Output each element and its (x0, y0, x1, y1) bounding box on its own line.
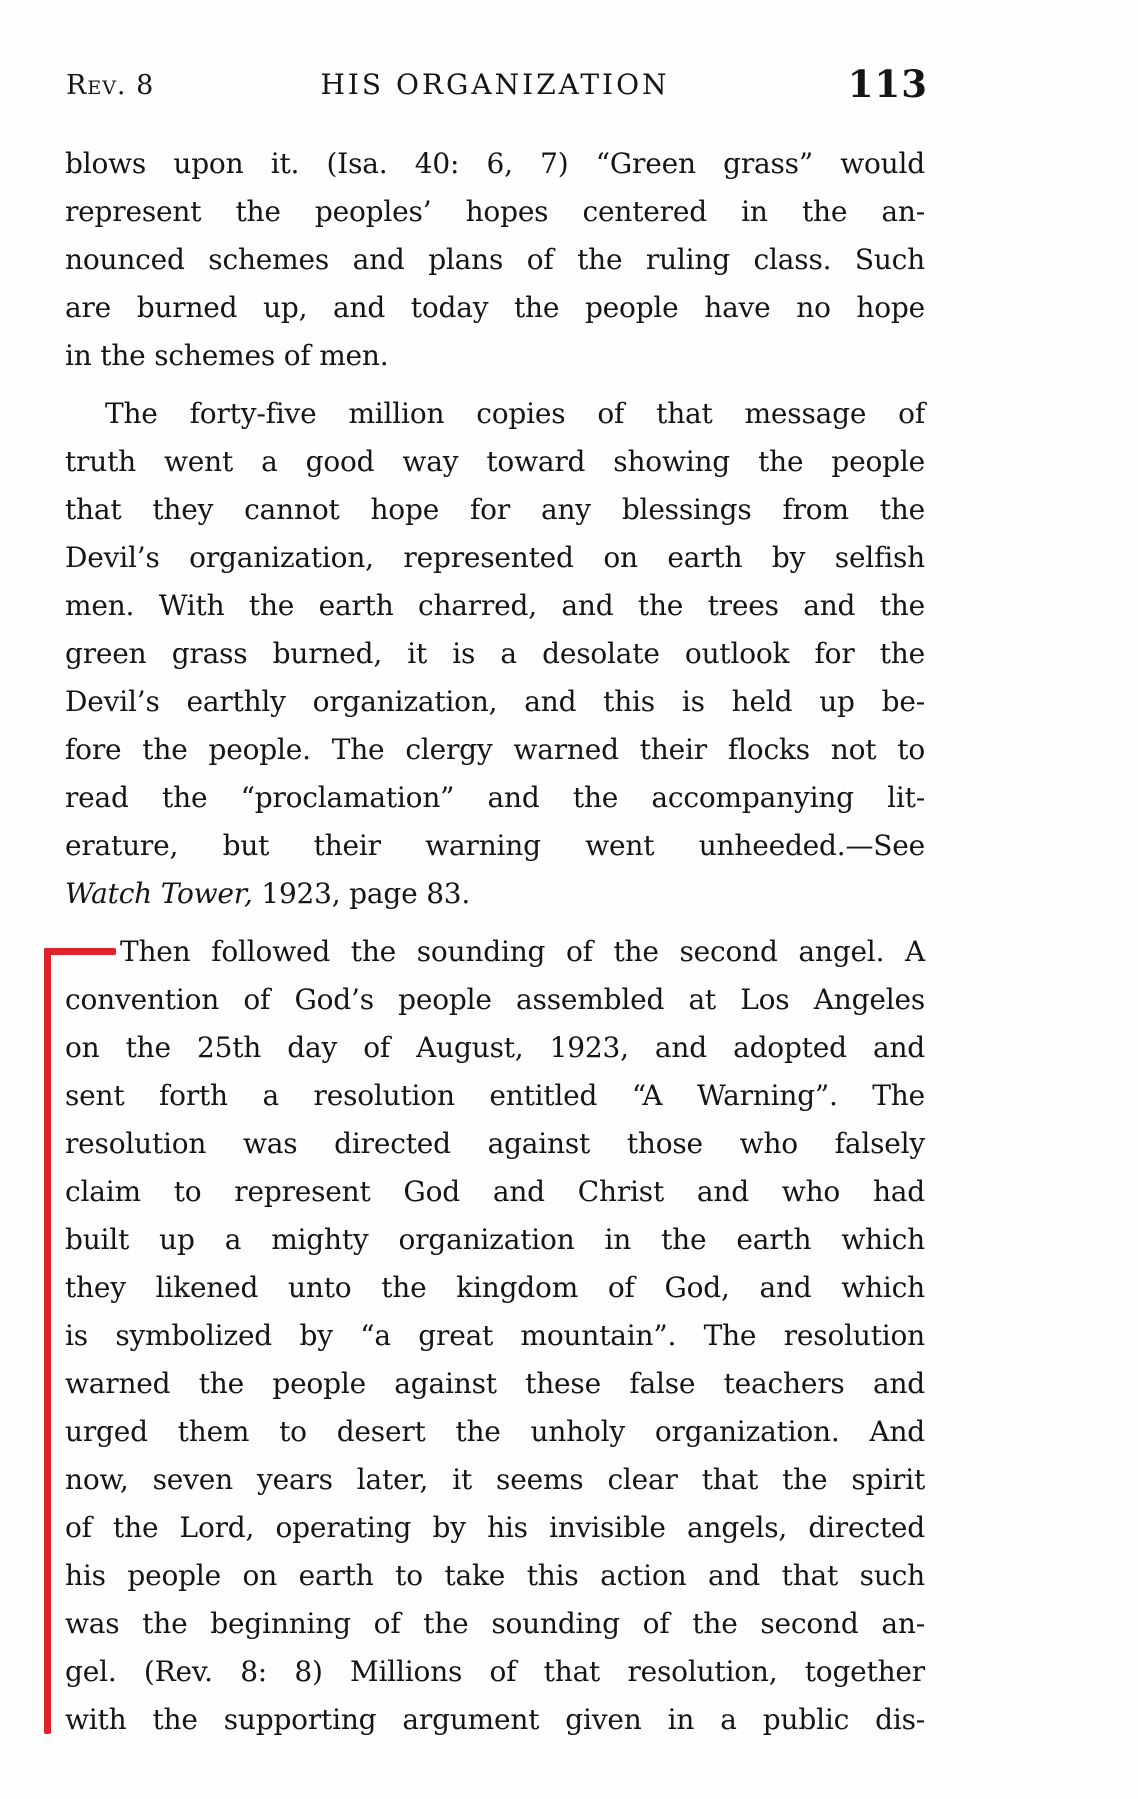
text-segment: gel. (Rev. 8: 8) Millions of that resolution, together (65, 1655, 925, 1688)
text-segment: convention of God’s people assembled at Los Angeles (65, 983, 925, 1016)
text-line (65, 390, 925, 438)
text-segment: truth went a good way toward showing the people (65, 445, 925, 478)
text-segment: blows upon it. (Isa. 40: 6, 7) “Green grass” would (65, 147, 925, 180)
text-segment: with the supporting argument given in a public dis- (65, 1703, 925, 1736)
page-number: 113 (847, 62, 928, 106)
text-segment: resolution was directed against those who falsely (65, 1127, 925, 1160)
text-line (65, 928, 925, 976)
text-line (65, 332, 925, 380)
text-line (65, 1408, 925, 1456)
text-segment: Then followed the sounding of the second angel. A (120, 935, 925, 968)
text-line (65, 1168, 925, 1216)
text-line (65, 534, 925, 582)
running-head-title: HIS ORGANIZATION (320, 68, 670, 101)
text-segment: men. With the earth charred, and the trees and the (65, 589, 925, 622)
text-line (65, 1456, 925, 1504)
text-segment: that they cannot hope for any blessings from the (65, 493, 925, 526)
text-segment: urged them to desert the unholy organization. And (65, 1415, 925, 1448)
text-line (65, 1024, 925, 1072)
text-line (65, 1552, 925, 1600)
text-line (65, 870, 925, 918)
text-line (65, 1600, 925, 1648)
text-line (65, 822, 925, 870)
italic-text: Watch Tower, (65, 877, 253, 910)
text-segment: sent forth a resolution entitled “A Warning”. The (65, 1079, 925, 1112)
text-segment: 1923, page 83. (252, 877, 471, 910)
text-line (65, 1504, 925, 1552)
text-line (65, 976, 925, 1024)
paragraph (65, 928, 925, 1744)
text-segment: claim to represent God and Christ and who had (65, 1175, 925, 1208)
text-line (65, 774, 925, 822)
text-segment: of the Lord, operating by his invisible angels, directed (65, 1511, 925, 1544)
text-segment: read the “proclamation” and the accompanying lit- (65, 781, 925, 814)
text-line (65, 486, 925, 534)
margin-marker-vertical-line (44, 948, 51, 1734)
text-segment: is symbolized by “a great mountain”. The resolution (65, 1319, 925, 1352)
text-line (65, 1216, 925, 1264)
text-segment: now, seven years later, it seems clear that the spirit (65, 1463, 925, 1496)
text-line (65, 438, 925, 486)
text-segment: they likened unto the kingdom of God, and which (65, 1271, 925, 1304)
text-line (65, 1696, 925, 1744)
text-line (65, 1648, 925, 1696)
text-segment: in the schemes of men. (65, 339, 389, 372)
text-line (65, 1120, 925, 1168)
text-line (65, 1264, 925, 1312)
body-text (65, 140, 925, 1744)
paragraph (65, 140, 925, 380)
text-line (65, 1312, 925, 1360)
text-segment: are burned up, and today the people have no hope (65, 291, 925, 324)
text-line (65, 678, 925, 726)
margin-marker-horizontal-arm (44, 948, 116, 955)
text-segment: was the beginning of the sounding of the second an- (65, 1607, 925, 1640)
paragraph (65, 390, 925, 918)
text-segment: green grass burned, it is a desolate outlook for the (65, 637, 925, 670)
text-segment: erature, but their warning went unheeded.—See (65, 829, 925, 862)
text-line (65, 582, 925, 630)
text-segment: The forty-five million copies of that message of (105, 397, 925, 430)
text-segment: fore the people. The clergy warned their flocks not to (65, 733, 925, 766)
text-segment: represent the peoples’ hopes centered in the an- (65, 195, 925, 228)
text-line (65, 1360, 925, 1408)
text-line (65, 140, 925, 188)
text-segment: Devil’s earthly organization, and this is held up be- (65, 685, 925, 718)
text-segment: on the 25th day of August, 1923, and adopted and (65, 1031, 925, 1064)
text-segment: warned the people against these false teachers and (65, 1367, 925, 1400)
text-segment: his people on earth to take this action and that such (65, 1559, 925, 1592)
text-segment: nounced schemes and plans of the ruling class. Such (65, 243, 925, 276)
text-segment: built up a mighty organization in the earth which (65, 1223, 925, 1256)
running-head-left: Rev. 8 (66, 70, 155, 101)
text-line (65, 630, 925, 678)
text-line (65, 284, 925, 332)
text-segment: Devil’s organization, represented on earth by selfish (65, 541, 925, 574)
text-line (65, 726, 925, 774)
text-line (65, 236, 925, 284)
text-line (65, 188, 925, 236)
text-line (65, 1072, 925, 1120)
